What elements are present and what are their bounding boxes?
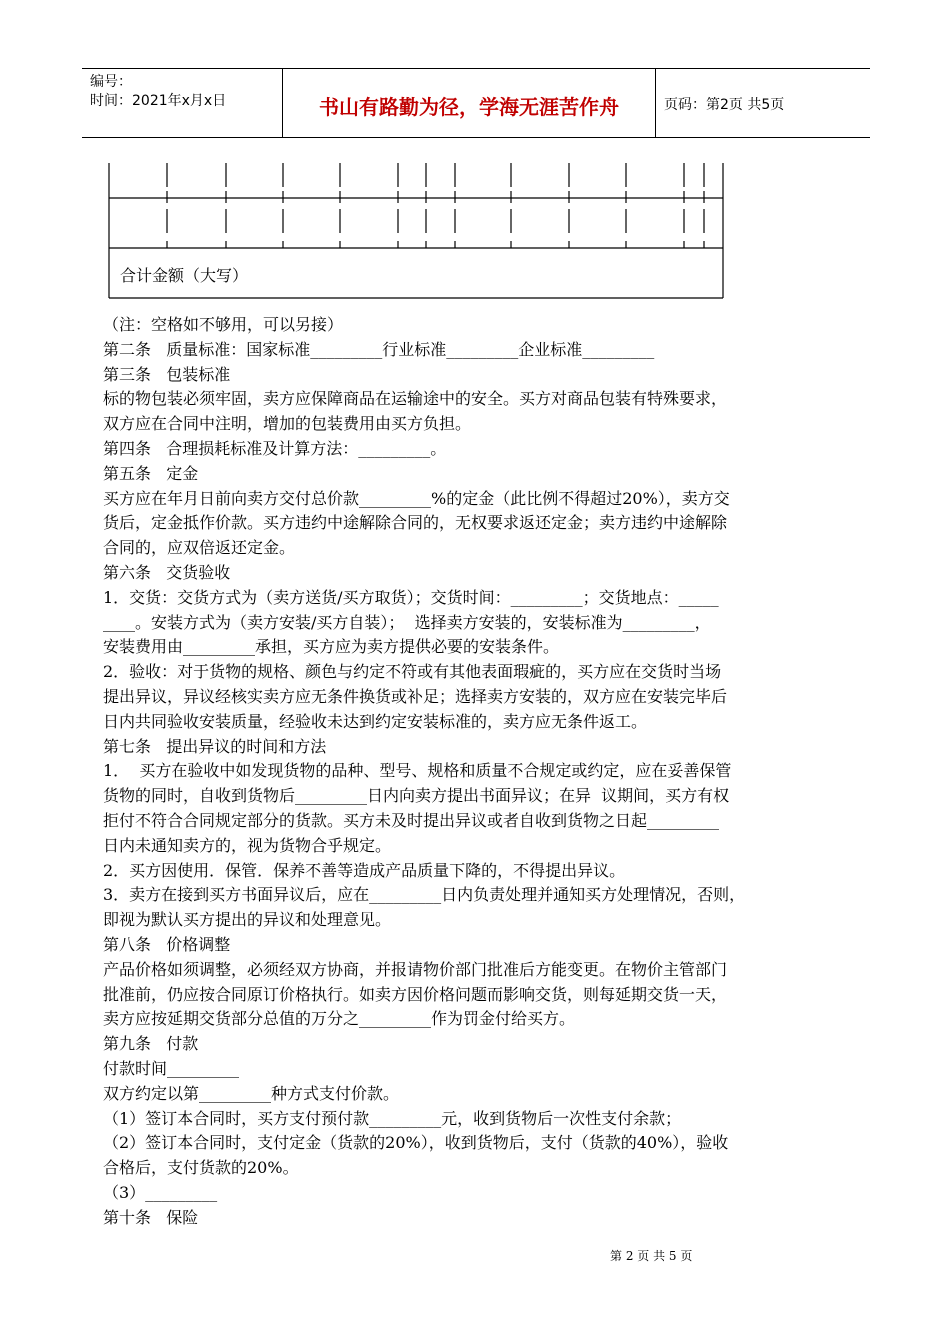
page-header xyxy=(82,68,870,138)
body-line: 1． 买方在验收中如发现货物的品种、型号、规格和质量不合规定或约定，应在妥善保管 xyxy=(103,761,732,781)
body-line: 货物的同时，自收到货物后_________日内向卖方提出书面异议；在异 议期间，买方有权 xyxy=(103,786,730,806)
body-line: （2）签订本合同时，支付定金（货款的20%），收到货物后，支付（货款的40%），验收 xyxy=(103,1133,729,1153)
body-line: 2．买方因使用．保管．保养不善等造成产品质量下降的，不得提出异议。 xyxy=(103,860,626,880)
body-line: 2．验收：对于货物的规格、颜色与约定不符或有其他表面瑕疵的，买方应在交货时当场 xyxy=(103,662,722,682)
document-time-label: 时间：2021年x月x日 xyxy=(90,93,227,109)
body-line: 合同的，应双倍返还定金。 xyxy=(103,538,296,558)
body-line: 买方应在年月日前向卖方交付总价款_________%的定金（此比例不得超过20%），卖方交 xyxy=(103,488,730,508)
body-line: 1．交货：交货方式为（卖方送货/买方取货）；交货时间：_________；交货地点：_____ xyxy=(103,587,719,607)
body-line: 提出异议，异议经核实卖方应无条件换货或补足；选择卖方安装的，双方应在安装完毕后 xyxy=(103,686,728,706)
body-line: 拒付不符合合同规定部分的货款。买方未及时提出异议或者自收到货物之日起_________ xyxy=(103,810,720,830)
body-line: 3．卖方在接到买方书面异议后，应在_________日内负责处理并通知买方处理情况，否则， xyxy=(103,885,746,905)
body-line: （1）签订本合同时，买方支付预付款_________元，收到货物后一次性支付余款； xyxy=(103,1108,682,1128)
body-line: 安装费用由_________承担，买方应为卖方提供必要的安装条件。 xyxy=(103,637,560,657)
header-meta xyxy=(90,73,226,111)
total-amount-label: 合计金额（大写） xyxy=(120,266,249,285)
header-page-info: 页码：第2页 共5页 xyxy=(664,97,785,113)
body-line: 第五条 定金 xyxy=(103,463,199,483)
body-line: 批准前，仍应按合同原订价格执行。如卖方因价格问题而影响交货，则每延期交货一天， xyxy=(103,984,728,1004)
body-line: 第十条 保险 xyxy=(103,1207,199,1227)
body-line: 即视为默认买方提出的异议和处理意见。 xyxy=(103,910,392,930)
page-footer: 第 2 页 共 5 页 xyxy=(610,1249,693,1263)
body-line: 第二条 质量标准：国家标准_________行业标准_________企业标准_________ xyxy=(103,339,655,359)
body-line: 产品价格如须调整，必须经双方协商，并报请物价部门批准后方能变更。在物价主管部门 xyxy=(103,959,728,979)
body-line: （注：空格如不够用，可以另接） xyxy=(103,315,344,334)
body-line: 日内共同验收安装质量，经验收未达到约定安装标准的，卖方应无条件返工。 xyxy=(103,711,648,731)
body-line: 双方约定以第_________种方式支付价款。 xyxy=(103,1083,400,1103)
body-line: 合格后，支付货款的20%。 xyxy=(103,1158,299,1178)
body-line: 第三条 包装标准 xyxy=(103,364,231,384)
body-line: 第八条 价格调整 xyxy=(103,934,231,954)
header-divider xyxy=(655,69,656,137)
body-line: 标的物包装必须牢固，卖方应保障商品在运输途中的安全。买方对商品包装有特殊要求， xyxy=(103,389,728,409)
body-line: 付款时间_________ xyxy=(103,1058,240,1078)
body-line: （3）_________ xyxy=(103,1182,218,1202)
body-line: 货后，定金抵作价款。买方违约中途解除合同的，无权要求返还定金；卖方违约中途解除 xyxy=(103,513,728,533)
body-line: 第六条 交货验收 xyxy=(103,562,231,582)
body-line: 第九条 付款 xyxy=(103,1034,199,1054)
body-line: 双方应在合同中注明，增加的包装费用由买方负担。 xyxy=(103,414,472,434)
header-motto: 书山有路勤为径，学海无涯苦作舟 xyxy=(319,95,619,119)
contract-body xyxy=(103,313,863,1230)
body-line: ____。安装方式为（卖方安装/买方自装）； 选择卖方安装的，安装标准为_________， xyxy=(103,612,711,632)
body-line: 卖方应按延期交货部分总值的万分之_________作为罚金付给买方。 xyxy=(103,1009,576,1029)
body-line: 日内未通知卖方的，视为货物合乎规定。 xyxy=(103,835,392,855)
document-number-label: 编号： xyxy=(90,74,132,90)
body-line: 第七条 提出异议的时间和方法 xyxy=(103,736,327,756)
body-line: 第四条 合理损耗标准及计算方法：_________。 xyxy=(103,438,447,458)
